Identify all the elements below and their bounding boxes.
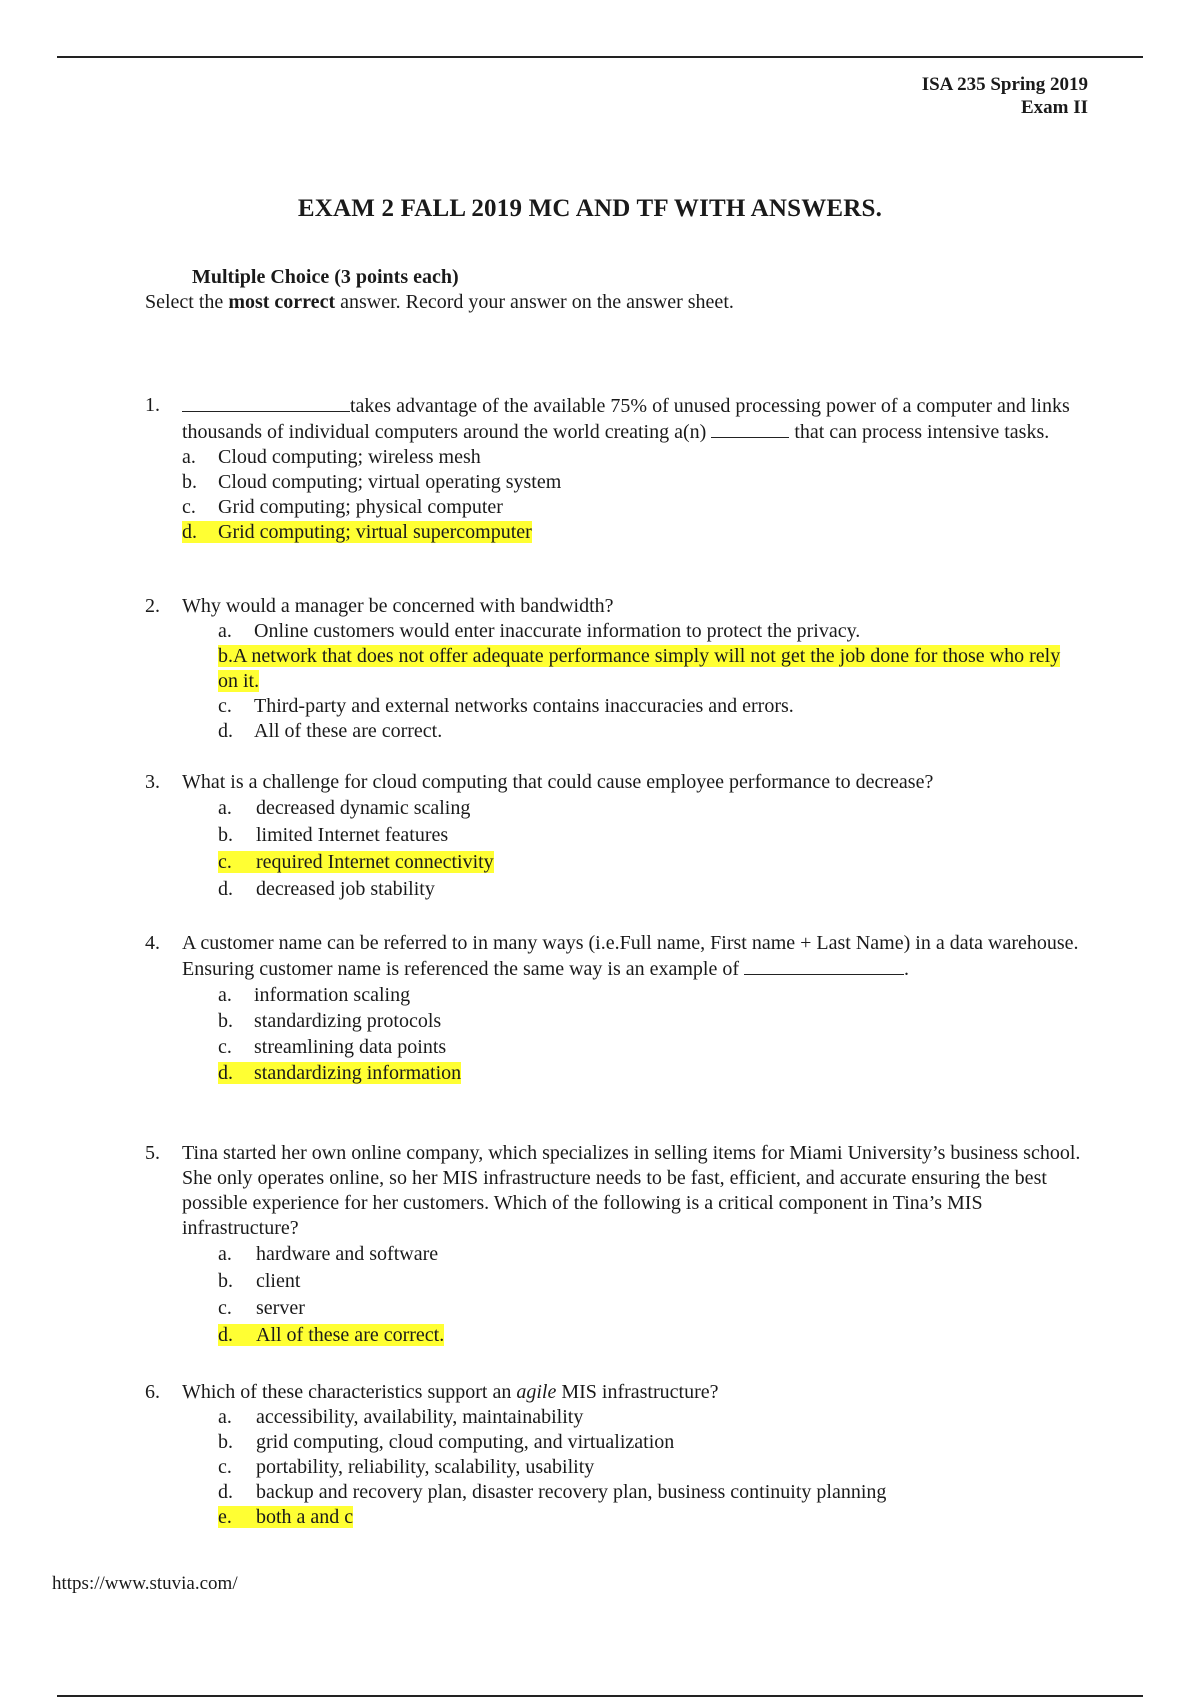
option-text: backup and recovery plan, disaster recovery plan, business continuity planning (256, 1481, 887, 1503)
course-label: ISA 235 Spring 2019 (921, 74, 1088, 95)
option-a (182, 445, 1085, 470)
option-letter: d. (218, 1481, 233, 1503)
option-text: All of these are correct. (254, 720, 443, 742)
option-letter: c. (218, 1456, 232, 1478)
option-b (218, 1268, 1090, 1295)
answer-blank (711, 419, 789, 438)
option-d (218, 719, 1085, 744)
option-text: streamlining data points (254, 1036, 447, 1058)
option-d-correct (182, 520, 1085, 545)
option-b (218, 1008, 1090, 1034)
answer-highlight (218, 1062, 461, 1084)
option-letter: d. (218, 1324, 233, 1346)
option-letter: d. (218, 720, 233, 742)
answer-highlight (218, 1324, 444, 1346)
option-text: A network that does not offer adequate performance simply will not get the job done for those who rely on it. (218, 645, 1061, 692)
option-letter: a. (218, 984, 232, 1006)
option-letter: b. (218, 824, 233, 846)
section-title: Multiple Choice (3 points each) (192, 266, 459, 288)
question-6 (145, 1380, 1085, 1530)
bottom-rule (57, 1695, 1143, 1697)
option-text: required Internet connectivity (256, 851, 494, 873)
option-letter: d. (218, 1062, 233, 1084)
option-c-correct (218, 849, 1085, 876)
source-url[interactable]: https://www.stuvia.com/ (52, 1573, 238, 1594)
option-a (218, 795, 1085, 822)
question-number: 6. (145, 1381, 160, 1403)
option-a (218, 1405, 1085, 1430)
option-text: information scaling (254, 984, 411, 1006)
option-letter: d. (182, 521, 197, 543)
option-b (218, 1430, 1085, 1455)
option-text: Online customers would enter inaccurate information to protect the privacy. (254, 620, 861, 642)
option-letter: c. (218, 851, 232, 873)
option-letter: b. (218, 645, 233, 667)
question-3 (145, 770, 1085, 903)
question-2 (145, 594, 1085, 744)
option-c (218, 694, 1085, 719)
option-text: Cloud computing; virtual operating system (218, 471, 562, 493)
page-title: EXAM 2 FALL 2019 MC AND TF WITH ANSWERS. (297, 195, 883, 222)
option-text: decreased job stability (256, 878, 435, 900)
option-text: both a and c (256, 1506, 354, 1528)
option-a (218, 619, 1085, 644)
question-5 (145, 1141, 1090, 1349)
page-header (922, 73, 1088, 119)
option-letter: b. (218, 1010, 233, 1032)
option-c (218, 1455, 1085, 1480)
option-letter: e. (218, 1506, 232, 1528)
answer-highlight (218, 645, 1060, 692)
question-text: What is a challenge for cloud computing that could cause employee performance to decrease? (182, 771, 934, 793)
question-1 (145, 393, 1085, 545)
question-number: 1. (145, 394, 160, 416)
option-letter: a. (218, 620, 232, 642)
option-text: Grid computing; virtual supercomputer (218, 521, 532, 543)
question-text: takes advantage of the available 75% of unused processing power of a computer and links thousands of individual computers around the world creating a(n) that can process intensive tasks. (182, 395, 1070, 443)
option-letter: c. (218, 1297, 232, 1319)
answer-highlight (218, 851, 494, 873)
option-d (218, 1480, 1085, 1505)
option-letter: c. (218, 1036, 232, 1058)
option-text: standardizing protocols (254, 1010, 442, 1032)
question-number: 2. (145, 595, 160, 617)
option-letter: a. (218, 797, 232, 819)
option-d-correct (218, 1060, 1090, 1086)
option-text: server (256, 1297, 305, 1319)
exam-label: Exam II (1020, 97, 1088, 118)
option-text: portability, reliability, scalability, usability (256, 1456, 595, 1478)
option-letter: c. (218, 695, 232, 717)
option-a (218, 982, 1090, 1008)
option-letter: a. (182, 446, 196, 468)
option-text: limited Internet features (256, 824, 449, 846)
option-a (218, 1241, 1090, 1268)
option-text: grid computing, cloud computing, and virtualization (256, 1431, 675, 1453)
question-number: 4. (145, 932, 160, 954)
option-letter: b. (218, 1431, 233, 1453)
option-text: accessibility, availability, maintainability (256, 1406, 584, 1428)
question-4 (145, 931, 1090, 1086)
option-text: Cloud computing; wireless mesh (218, 446, 481, 468)
question-text: A customer name can be referred to in many ways (i.e.Full name, First name + Last Name) in a data warehouse. Ensuring customer name is referenced the same way is an example of . (182, 932, 1079, 980)
option-letter: b. (182, 471, 197, 493)
option-b (218, 822, 1085, 849)
option-text: Grid computing; physical computer (218, 496, 503, 518)
top-rule (57, 56, 1143, 58)
option-letter: d. (218, 878, 233, 900)
option-c (218, 1295, 1090, 1322)
option-b-correct (218, 644, 1084, 694)
option-text: hardware and software (256, 1243, 439, 1265)
question-text: Why would a manager be concerned with bandwidth? (182, 595, 614, 617)
option-c (218, 1034, 1090, 1060)
option-c (182, 495, 1085, 520)
option-d-correct (218, 1322, 1090, 1349)
option-text: client (256, 1270, 301, 1292)
answer-highlight (182, 521, 532, 543)
option-letter: a. (218, 1406, 232, 1428)
option-letter: b. (218, 1270, 233, 1292)
question-text: Which of these characteristics support an agile MIS infrastructure? (182, 1381, 719, 1403)
option-b (182, 470, 1085, 495)
answer-blank (182, 393, 350, 412)
answer-blank (744, 956, 904, 975)
option-text: standardizing information (254, 1062, 462, 1084)
option-e-correct (218, 1505, 1085, 1530)
option-letter: c. (182, 496, 196, 518)
instructions: Select the most correct answer. Record your answer on the answer sheet. (145, 291, 734, 313)
option-letter: a. (218, 1243, 232, 1265)
option-d (218, 876, 1085, 903)
option-text: decreased dynamic scaling (256, 797, 471, 819)
option-text: Third-party and external networks contains inaccuracies and errors. (254, 695, 794, 717)
question-text: Tina started her own online company, which specializes in selling items for Miami University’s business school. She only operates online, so her MIS infrastructure needs to be fast, efficient, and accurate ensuring the best possible experience for her customers. Which of the following is a critical component in Tina’s MIS infrastructure? (182, 1142, 1081, 1239)
answer-highlight (218, 1506, 353, 1528)
question-number: 3. (145, 771, 160, 793)
question-number: 5. (145, 1142, 160, 1164)
option-text: All of these are correct. (256, 1324, 445, 1346)
